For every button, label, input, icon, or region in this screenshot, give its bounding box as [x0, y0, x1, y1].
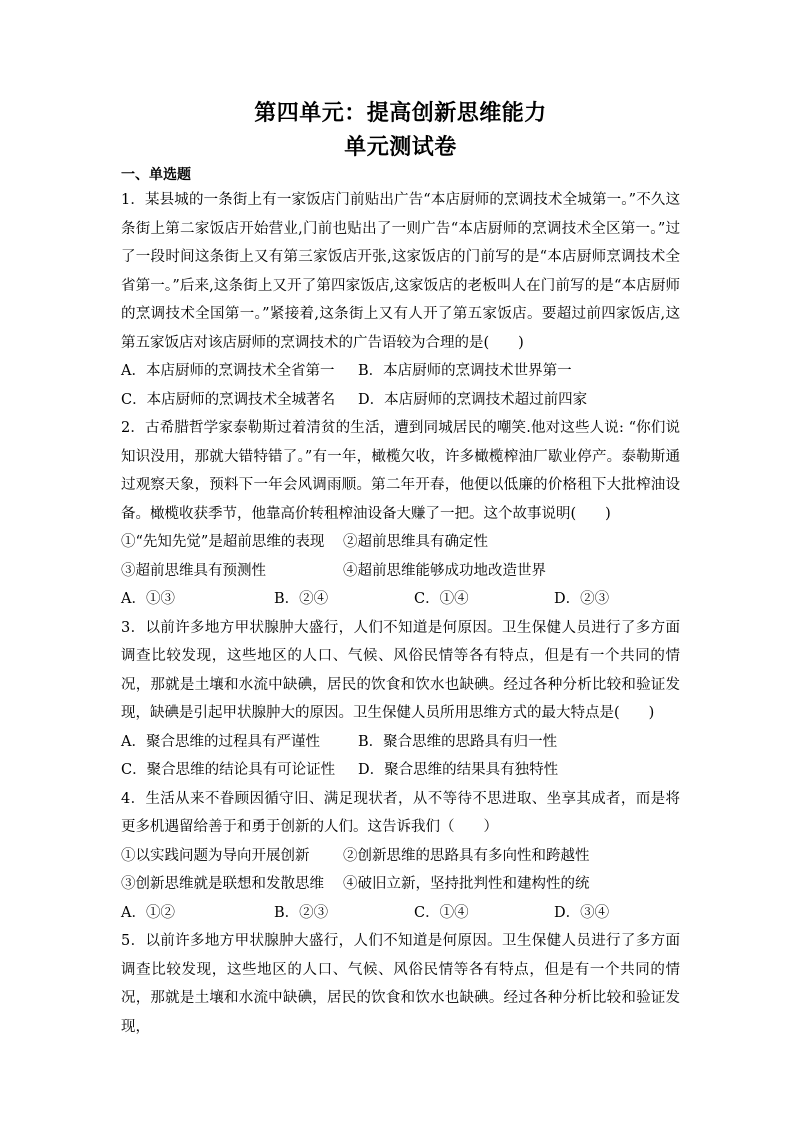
- question-1-stem: 1．某县城的一条街上有一家饭店门前贴出广告“本店厨师的烹调技术全城第一。”不久这条街上第二家饭店开始营业,门前也贴出了一则广告“本店厨师的烹调技术全区第一。”过了一段时间这条街上又有第三家饭店开张,这家饭店的门前写的是“本店厨师烹调技术全省第一。”后来,这条街上又开了第四家饭店,这家饭店的老板叫人在门前写的是“本店厨师的烹调技术全国第一。”紧接着,这条街上又有人开了第五家饭店。要超过前四家饭店,这第五家饭店对该店厨师的烹调技术的广告语较为合理的是( ): [121, 192, 680, 351]
- question-1-option-d: D．本店厨师的烹调技术超过前四家: [358, 391, 588, 408]
- question-5-stem: 5．以前许多地方甲状腺肿大盛行，人们不知道是何原因。卫生保健人员进行了多方面调查比较发现，这些地区的人口、气候、风俗民情等各有特点，但是有一个共同的情况，那就是土壤和水流中缺碘，居民的饮食和饮水也缺碘。经过各种分析比较和验证发现，: [121, 933, 680, 1035]
- question-4-option-b: B．②③: [274, 904, 329, 921]
- question-4-option-a: A．①②: [121, 904, 175, 921]
- question-2-option-a: A．①③: [121, 591, 175, 607]
- question-3-option-d: D．聚合思维的结果具有独特性: [358, 762, 559, 778]
- question-1-option-a: A．本店厨师的烹调技术全省第一: [121, 363, 335, 379]
- question-2-stem: 2．古希腊哲学家泰勒斯过着清贫的生活，遭到同城居民的嘲笑.他对这些人说: “你们说知识没用，那就大错特错了。”有一年，橄榄欠收，许多橄榄榨油厂歇业停产。泰勒斯通过观察天象，预料下一年会风调雨顺。第二年开春，他便以低廉的价格租下大批榨油设备。橄榄收获季节，他靠高价转租榨油设备大赚了一把。这个故事说明( ): [121, 420, 680, 522]
- question-4-options: [121, 899, 680, 928]
- question-2-statement-1: ①“先知先觉”是超前思维的表现: [121, 534, 325, 550]
- question-2-option-b: B．②④: [274, 591, 329, 607]
- section-heading: 一、单选题: [121, 167, 191, 183]
- question-2-statement-2: ②超前思维具有确定性: [343, 534, 488, 550]
- question-3-option-b: B．聚合思维的思路具有归一性: [358, 733, 558, 750]
- question-4-statements-row-1: [121, 842, 680, 871]
- question-1-option-c: C．本店厨师的烹调技术全城著名: [121, 391, 336, 408]
- question-3-options-row-2: [121, 756, 680, 785]
- question-4-statements-row-2: [121, 870, 680, 899]
- question-3: [121, 614, 680, 785]
- question-1: [121, 186, 680, 414]
- question-3-option-c: C．聚合思维的结论具有可论证性: [121, 762, 336, 778]
- question-2-statements-row-1: [121, 528, 680, 557]
- question-4-statement-3: ③创新思维就是联想和发散思维: [121, 876, 324, 892]
- question-2-statement-3: ③超前思维具有预测性: [121, 562, 266, 579]
- question-4-statement-4: ④破旧立新，坚持批判性和建构性的统: [343, 876, 590, 892]
- question-4-option-d: D．③④: [554, 904, 610, 921]
- page-subtitle: 单元测试卷: [344, 134, 457, 160]
- question-2-option-c: C．①④: [414, 591, 469, 607]
- question-5: [121, 927, 680, 1041]
- question-3-stem: 3．以前许多地方甲状腺肿大盛行，人们不知道是何原因。卫生保健人员进行了多方面调查比较发现，这些地区的人口、气候、风俗民情等各有特点，但是有一个共同的情况，那就是土壤和水流中缺碘，居民的饮食和饮水也缺碘。经过各种分析比较和验证发现，缺碘是引起甲状腺肿大的原因。卫生保健人员所用思维方式的最大特点是( ): [121, 619, 680, 721]
- question-1-options-row-2: [121, 386, 680, 415]
- question-4-stem: 4．生活从来不眷顾因循守旧、满足现状者，从不等待不思进取、坐享其成者，而是将更多机遇留给善于和勇于创新的人们。这告诉我们（ ）: [121, 790, 680, 835]
- question-2-statement-4: ④超前思维能够成功地改造世界: [343, 562, 546, 579]
- question-2-options: [121, 585, 680, 614]
- question-1-option-b: B．本店厨师的烹调技术世界第一: [358, 363, 572, 379]
- question-2-statements-row-2: [121, 557, 680, 586]
- question-4-statement-2: ②创新思维的思路具有多向性和跨越性: [343, 847, 590, 864]
- question-4: [121, 785, 680, 928]
- question-3-option-a: A．聚合思维的过程具有严谨性: [121, 733, 320, 750]
- question-1-options-row-1: [121, 357, 680, 386]
- question-4-statement-1: ①以实践问题为导向开展创新: [121, 847, 310, 864]
- question-4-option-c: C．①④: [414, 904, 469, 921]
- question-2-option-d: D．②③: [554, 591, 610, 607]
- page-title: 第四单元：提高创新思维能力: [254, 100, 547, 126]
- question-3-options-row-1: [121, 728, 680, 757]
- question-2: [121, 414, 680, 614]
